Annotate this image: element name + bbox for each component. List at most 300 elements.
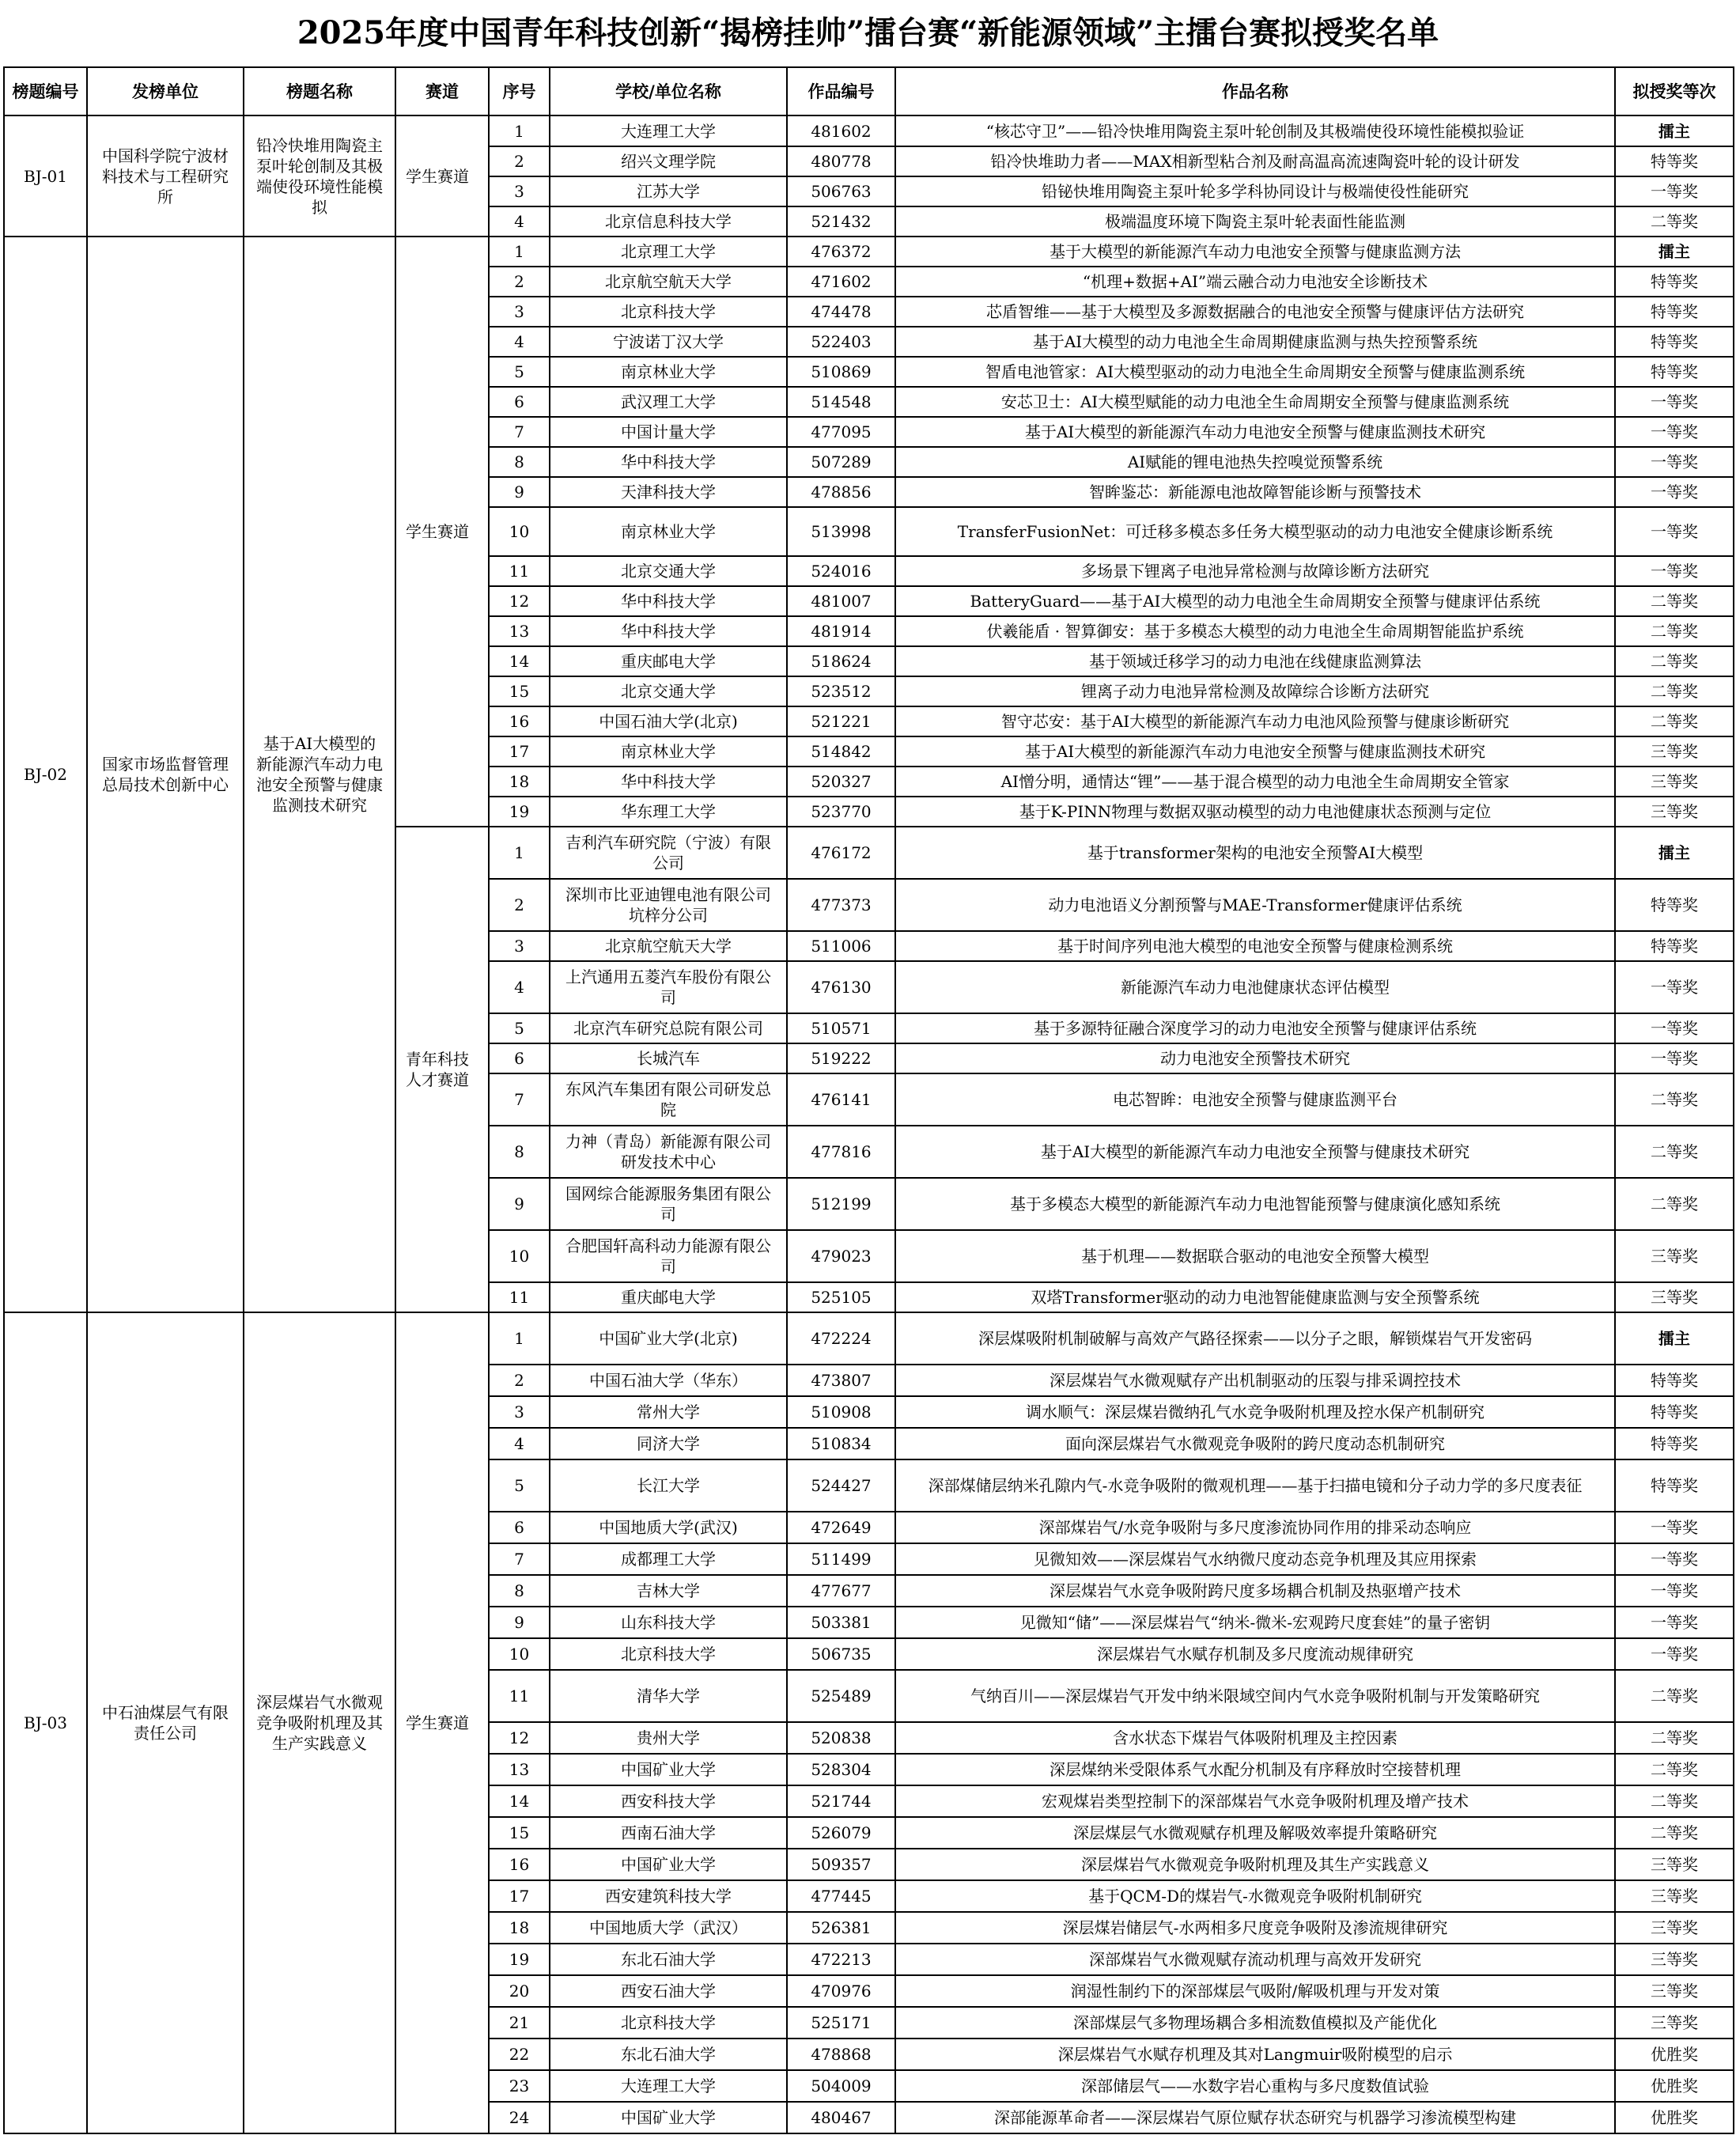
school-name: 西安石油大学 <box>550 1975 787 2007</box>
work-title: 深层煤岩气水赋存机理及其对Langmuir吸附模型的启示 <box>895 2039 1615 2070</box>
award-level: 二等奖 <box>1615 1817 1734 1849</box>
seq-number: 15 <box>489 1817 550 1849</box>
work-title: 深层煤吸附机制破解与高效产气路径探索——以分子之眼，解锁煤岩气开发密码 <box>895 1312 1615 1365</box>
award-level: 一等奖 <box>1615 387 1734 417</box>
award-level: 擂主 <box>1615 237 1734 267</box>
award-level: 三等奖 <box>1615 1849 1734 1880</box>
seq-number: 13 <box>489 1754 550 1785</box>
school-name: 华中科技大学 <box>550 447 787 477</box>
seq-number: 9 <box>489 1178 550 1230</box>
work-code: 507289 <box>787 447 895 477</box>
seq-number: 21 <box>489 2007 550 2039</box>
work-code: 525489 <box>787 1670 895 1722</box>
page-title: 2025年度中国青年科技创新“揭榜挂帅”擂台赛“新能源领域”主擂台赛拟授奖名单 <box>297 14 1439 51</box>
work-code: 471602 <box>787 267 895 297</box>
work-code: 504009 <box>787 2070 895 2102</box>
work-code: 525105 <box>787 1282 895 1312</box>
seq-number: 12 <box>489 586 550 616</box>
school-name: 合肥国轩高科动力能源有限公司 <box>550 1230 787 1282</box>
work-code: 506735 <box>787 1638 895 1670</box>
track-name: 青年科技人才赛道 <box>395 827 489 1312</box>
school-name: 吉利汽车研究院（宁波）有限公司 <box>550 827 787 879</box>
school-name: 西安科技大学 <box>550 1785 787 1817</box>
seq-number: 19 <box>489 797 550 827</box>
award-level: 二等奖 <box>1615 1670 1734 1722</box>
work-code: 480467 <box>787 2102 895 2133</box>
award-level: 三等奖 <box>1615 1944 1734 1975</box>
award-level: 三等奖 <box>1615 736 1734 767</box>
award-level: 一等奖 <box>1615 556 1734 586</box>
award-level: 三等奖 <box>1615 797 1734 827</box>
work-title: AI憎分明，通情达“锂”——基于混合模型的动力电池全生命周期安全管家 <box>895 767 1615 797</box>
seq-number: 5 <box>489 357 550 387</box>
work-code: 506763 <box>787 176 895 206</box>
work-code: 511499 <box>787 1543 895 1575</box>
work-code: 481602 <box>787 115 895 146</box>
seq-number: 7 <box>489 1073 550 1126</box>
work-title: 铅冷快堆助力者——MAX相新型粘合剂及耐高温高流速陶瓷叶轮的设计研发 <box>895 146 1615 176</box>
award-level: 特等奖 <box>1615 146 1734 176</box>
school-name: 华东理工大学 <box>550 797 787 827</box>
header-topic-id: 榜题编号 <box>4 67 87 115</box>
work-code: 509357 <box>787 1849 895 1880</box>
school-name: 西南石油大学 <box>550 1817 787 1849</box>
award-level: 优胜奖 <box>1615 2039 1734 2070</box>
award-level: 二等奖 <box>1615 206 1734 237</box>
work-code: 472213 <box>787 1944 895 1975</box>
seq-number: 16 <box>489 1849 550 1880</box>
publisher: 国家市场监督管理总局技术创新中心 <box>87 237 244 1312</box>
school-name: 大连理工大学 <box>550 2070 787 2102</box>
table-row <box>4 1312 1734 1365</box>
work-code: 470976 <box>787 1975 895 2007</box>
school-name: 北京交通大学 <box>550 676 787 706</box>
school-name: 北京科技大学 <box>550 297 787 327</box>
work-title: 深部储层气——水数字岩心重构与多尺度数值试验 <box>895 2070 1615 2102</box>
header-seq: 序号 <box>489 67 550 115</box>
work-title: 芯盾智维——基于大模型及多源数据融合的电池安全预警与健康评估方法研究 <box>895 297 1615 327</box>
seq-number: 3 <box>489 297 550 327</box>
table-row <box>4 115 1734 146</box>
seq-number: 3 <box>489 176 550 206</box>
work-title: 深层煤岩气水竞争吸附跨尺度多场耦合机制及热驱增产技术 <box>895 1575 1615 1607</box>
work-code: 511006 <box>787 931 895 961</box>
seq-number: 24 <box>489 2102 550 2133</box>
work-title: “机理+数据+AI”端云融合动力电池安全诊断技术 <box>895 267 1615 297</box>
award-level: 特等奖 <box>1615 297 1734 327</box>
award-level: 一等奖 <box>1615 1543 1734 1575</box>
school-name: 南京林业大学 <box>550 357 787 387</box>
award-level: 擂主 <box>1615 827 1734 879</box>
work-title: 深部煤岩气/水竞争吸附与多尺度渗流协同作用的排采动态响应 <box>895 1512 1615 1543</box>
header-topic-name: 榜题名称 <box>244 67 395 115</box>
award-level: 三等奖 <box>1615 1912 1734 1944</box>
school-name: 华中科技大学 <box>550 616 787 646</box>
school-name: 山东科技大学 <box>550 1607 787 1638</box>
school-name: 北京理工大学 <box>550 237 787 267</box>
work-title: 基于领域迁移学习的动力电池在线健康监测算法 <box>895 646 1615 676</box>
school-name: 宁波诺丁汉大学 <box>550 327 787 357</box>
header-code: 作品编号 <box>787 67 895 115</box>
work-title: BatteryGuard——基于AI大模型的动力电池全生命周期安全预警与健康评估系统 <box>895 586 1615 616</box>
work-title: 智眸鉴芯：新能源电池故障智能诊断与预警技术 <box>895 477 1615 507</box>
award-level: 二等奖 <box>1615 616 1734 646</box>
school-name: 天津科技大学 <box>550 477 787 507</box>
school-name: 华中科技大学 <box>550 586 787 616</box>
school-name: 深圳市比亚迪锂电池有限公司坑梓分公司 <box>550 879 787 931</box>
work-title: 面向深层煤岩气水微观竞争吸附的跨尺度动态机制研究 <box>895 1428 1615 1459</box>
school-name: 北京航空航天大学 <box>550 931 787 961</box>
work-title: TransferFusionNet：可迁移多模态多任务大模型驱动的动力电池安全健康诊断系统 <box>895 507 1615 556</box>
seq-number: 10 <box>489 1638 550 1670</box>
seq-number: 10 <box>489 1230 550 1282</box>
award-level: 二等奖 <box>1615 1754 1734 1785</box>
seq-number: 8 <box>489 1126 550 1178</box>
work-title: “核芯守卫”——铅冷快堆用陶瓷主泵叶轮创制及其极端使役环境性能模拟验证 <box>895 115 1615 146</box>
work-code: 518624 <box>787 646 895 676</box>
school-name: 华中科技大学 <box>550 767 787 797</box>
school-name: 中国矿业大学(北京) <box>550 1312 787 1365</box>
work-code: 478856 <box>787 477 895 507</box>
school-name: 北京信息科技大学 <box>550 206 787 237</box>
work-code: 513998 <box>787 507 895 556</box>
award-table <box>3 66 1734 2134</box>
work-title: 调水顺气：深层煤岩微纳孔气水竞争吸附机理及控水保产机制研究 <box>895 1396 1615 1428</box>
seq-number: 9 <box>489 477 550 507</box>
work-title: 润湿性制约下的深部煤层气吸附/解吸机理与开发对策 <box>895 1975 1615 2007</box>
work-code: 477445 <box>787 1880 895 1912</box>
work-code: 526079 <box>787 1817 895 1849</box>
header-school: 学校/单位名称 <box>550 67 787 115</box>
work-code: 523770 <box>787 797 895 827</box>
seq-number: 22 <box>489 2039 550 2070</box>
work-title: 深部煤储层纳米孔隙内气-水竞争吸附的微观机理——基于扫描电镜和分子动力学的多尺度表征 <box>895 1459 1615 1512</box>
work-title: 深层煤岩气水微观竞争吸附机理及其生产实践意义 <box>895 1849 1615 1880</box>
work-title: 锂离子动力电池异常检测及故障综合诊断方法研究 <box>895 676 1615 706</box>
award-level: 特等奖 <box>1615 879 1734 931</box>
school-name: 长江大学 <box>550 1459 787 1512</box>
work-title: 铅铋快堆用陶瓷主泵叶轮多学科协同设计与极端使役性能研究 <box>895 176 1615 206</box>
seq-number: 1 <box>489 1312 550 1365</box>
award-level: 一等奖 <box>1615 417 1734 447</box>
school-name: 东北石油大学 <box>550 2039 787 2070</box>
work-title: 深层煤岩气水赋存机制及多尺度流动规律研究 <box>895 1638 1615 1670</box>
award-level: 一等奖 <box>1615 961 1734 1013</box>
work-code: 524016 <box>787 556 895 586</box>
seq-number: 1 <box>489 237 550 267</box>
award-level: 一等奖 <box>1615 1638 1734 1670</box>
school-name: 中国石油大学（华东） <box>550 1365 787 1396</box>
seq-number: 2 <box>489 267 550 297</box>
seq-number: 6 <box>489 387 550 417</box>
work-code: 476172 <box>787 827 895 879</box>
seq-number: 8 <box>489 447 550 477</box>
school-name: 中国石油大学(北京) <box>550 706 787 736</box>
work-code: 476372 <box>787 237 895 267</box>
school-name: 西安建筑科技大学 <box>550 1880 787 1912</box>
seq-number: 16 <box>489 706 550 736</box>
school-name: 北京科技大学 <box>550 2007 787 2039</box>
award-level: 三等奖 <box>1615 1230 1734 1282</box>
work-title: 宏观煤岩类型控制下的深部煤岩气水竞争吸附机理及增产技术 <box>895 1785 1615 1817</box>
table-row <box>4 237 1734 267</box>
work-title: 深部煤岩气水微观赋存流动机理与高效开发研究 <box>895 1944 1615 1975</box>
school-name: 吉林大学 <box>550 1575 787 1607</box>
school-name: 绍兴文理学院 <box>550 146 787 176</box>
work-code: 476130 <box>787 961 895 1013</box>
publisher: 中石油煤层气有限责任公司 <box>87 1312 244 2133</box>
work-title: 基于多模态大模型的新能源汽车动力电池智能预警与健康演化感知系统 <box>895 1178 1615 1230</box>
work-code: 525171 <box>787 2007 895 2039</box>
school-name: 北京汽车研究总院有限公司 <box>550 1013 787 1043</box>
award-level: 二等奖 <box>1615 1722 1734 1754</box>
work-code: 510908 <box>787 1396 895 1428</box>
work-title: 基于QCM-D的煤岩气-水微观竞争吸附机制研究 <box>895 1880 1615 1912</box>
work-title: 极端温度环境下陶瓷主泵叶轮表面性能监测 <box>895 206 1615 237</box>
work-code: 520327 <box>787 767 895 797</box>
award-level: 二等奖 <box>1615 586 1734 616</box>
award-level: 一等奖 <box>1615 1607 1734 1638</box>
seq-number: 2 <box>489 146 550 176</box>
award-level: 二等奖 <box>1615 1073 1734 1126</box>
work-code: 479023 <box>787 1230 895 1282</box>
work-code: 481007 <box>787 586 895 616</box>
seq-number: 7 <box>489 1543 550 1575</box>
seq-number: 4 <box>489 1428 550 1459</box>
school-name: 北京交通大学 <box>550 556 787 586</box>
award-level: 二等奖 <box>1615 1785 1734 1817</box>
seq-number: 19 <box>489 1944 550 1975</box>
award-level: 二等奖 <box>1615 1178 1734 1230</box>
work-code: 521744 <box>787 1785 895 1817</box>
seq-number: 2 <box>489 879 550 931</box>
work-title: 智盾电池管家：AI大模型驱动的动力电池全生命周期安全预警与健康监测系统 <box>895 357 1615 387</box>
seq-number: 1 <box>489 827 550 879</box>
header-publisher: 发榜单位 <box>87 67 244 115</box>
work-code: 477677 <box>787 1575 895 1607</box>
school-name: 武汉理工大学 <box>550 387 787 417</box>
seq-number: 5 <box>489 1013 550 1043</box>
award-level: 特等奖 <box>1615 1396 1734 1428</box>
award-level: 三等奖 <box>1615 1282 1734 1312</box>
school-name: 贵州大学 <box>550 1722 787 1754</box>
seq-number: 3 <box>489 1396 550 1428</box>
work-title: 基于transformer架构的电池安全预警AI大模型 <box>895 827 1615 879</box>
school-name: 大连理工大学 <box>550 115 787 146</box>
seq-number: 18 <box>489 767 550 797</box>
work-title: 基于AI大模型的新能源汽车动力电池安全预警与健康监测技术研究 <box>895 736 1615 767</box>
work-code: 521221 <box>787 706 895 736</box>
award-level: 三等奖 <box>1615 767 1734 797</box>
topic-name: 基于AI大模型的新能源汽车动力电池安全预警与健康监测技术研究 <box>244 237 395 1312</box>
award-level: 一等奖 <box>1615 1043 1734 1073</box>
work-code: 526381 <box>787 1912 895 1944</box>
work-code: 477095 <box>787 417 895 447</box>
award-level: 一等奖 <box>1615 176 1734 206</box>
award-level: 擂主 <box>1615 115 1734 146</box>
work-code: 522403 <box>787 327 895 357</box>
header-work: 作品名称 <box>895 67 1615 115</box>
work-code: 521432 <box>787 206 895 237</box>
school-name: 上汽通用五菱汽车股份有限公司 <box>550 961 787 1013</box>
seq-number: 6 <box>489 1043 550 1073</box>
work-title: 基于多源特征融合深度学习的动力电池安全预警与健康评估系统 <box>895 1013 1615 1043</box>
school-name: 北京科技大学 <box>550 1638 787 1670</box>
award-level: 二等奖 <box>1615 1126 1734 1178</box>
work-title: 含水状态下煤岩气体吸附机理及主控因素 <box>895 1722 1615 1754</box>
work-title: 动力电池语义分割预警与MAE-Transformer健康评估系统 <box>895 879 1615 931</box>
work-title: 气纳百川——深层煤岩气开发中纳米限域空间内气水竞争吸附机制与开发策略研究 <box>895 1670 1615 1722</box>
work-code: 512199 <box>787 1178 895 1230</box>
seq-number: 12 <box>489 1722 550 1754</box>
seq-number: 11 <box>489 556 550 586</box>
school-name: 重庆邮电大学 <box>550 646 787 676</box>
award-level: 二等奖 <box>1615 676 1734 706</box>
seq-number: 4 <box>489 961 550 1013</box>
work-title: 伏羲能盾 · 智算御安：基于多模态大模型的动力电池全生命周期智能监护系统 <box>895 616 1615 646</box>
award-level: 三等奖 <box>1615 1880 1734 1912</box>
work-code: 476141 <box>787 1073 895 1126</box>
topic-name: 深层煤岩气水微观竞争吸附机理及其生产实践意义 <box>244 1312 395 2133</box>
seq-number: 20 <box>489 1975 550 2007</box>
seq-number: 14 <box>489 646 550 676</box>
school-name: 中国计量大学 <box>550 417 787 447</box>
award-level: 特等奖 <box>1615 357 1734 387</box>
award-level: 特等奖 <box>1615 267 1734 297</box>
work-title: 安芯卫士：AI大模型赋能的动力电池全生命周期安全预警与健康监测系统 <box>895 387 1615 417</box>
work-code: 473807 <box>787 1365 895 1396</box>
award-level: 一等奖 <box>1615 1013 1734 1043</box>
topic-id: BJ-01 <box>4 115 87 237</box>
award-level: 特等奖 <box>1615 1459 1734 1512</box>
work-title: 见微知效——深层煤岩气水纳微尺度动态竞争机理及其应用探索 <box>895 1543 1615 1575</box>
work-title: 深层煤层气水微观赋存机理及解吸效率提升策略研究 <box>895 1817 1615 1849</box>
work-code: 478868 <box>787 2039 895 2070</box>
work-title: 深层煤岩储层气-水两相多尺度竞争吸附及渗流规律研究 <box>895 1912 1615 1944</box>
seq-number: 13 <box>489 616 550 646</box>
seq-number: 4 <box>489 327 550 357</box>
work-title: 基于AI大模型的动力电池全生命周期健康监测与热失控预警系统 <box>895 327 1615 357</box>
work-code: 519222 <box>787 1043 895 1073</box>
school-name: 中国矿业大学 <box>550 1849 787 1880</box>
work-code: 480778 <box>787 146 895 176</box>
work-title: 电芯智眸：电池安全预警与健康监测平台 <box>895 1073 1615 1126</box>
award-level: 一等奖 <box>1615 507 1734 556</box>
school-name: 重庆邮电大学 <box>550 1282 787 1312</box>
seq-number: 8 <box>489 1575 550 1607</box>
school-name: 东北石油大学 <box>550 1944 787 1975</box>
topic-id: BJ-02 <box>4 237 87 1312</box>
work-code: 472649 <box>787 1512 895 1543</box>
school-name: 南京林业大学 <box>550 507 787 556</box>
seq-number: 2 <box>489 1365 550 1396</box>
track-name: 学生赛道 <box>395 237 489 827</box>
work-code: 510571 <box>787 1013 895 1043</box>
award-level: 特等奖 <box>1615 327 1734 357</box>
work-title: 动力电池安全预警技术研究 <box>895 1043 1615 1073</box>
work-code: 477373 <box>787 879 895 931</box>
work-code: 524427 <box>787 1459 895 1512</box>
award-level: 一等奖 <box>1615 447 1734 477</box>
work-code: 528304 <box>787 1754 895 1785</box>
work-title: 基于大模型的新能源汽车动力电池安全预警与健康监测方法 <box>895 237 1615 267</box>
school-name: 南京林业大学 <box>550 736 787 767</box>
award-level: 三等奖 <box>1615 1975 1734 2007</box>
work-title: 双塔Transformer驱动的动力电池智能健康监测与安全预警系统 <box>895 1282 1615 1312</box>
work-title: 多场景下锂离子电池异常检测与故障诊断方法研究 <box>895 556 1615 586</box>
school-name: 中国地质大学（武汉） <box>550 1912 787 1944</box>
award-level: 特等奖 <box>1615 931 1734 961</box>
award-level: 三等奖 <box>1615 2007 1734 2039</box>
seq-number: 5 <box>489 1459 550 1512</box>
school-name: 力神（青岛）新能源有限公司研发技术中心 <box>550 1126 787 1178</box>
award-level: 特等奖 <box>1615 1365 1734 1396</box>
seq-number: 3 <box>489 931 550 961</box>
school-name: 江苏大学 <box>550 176 787 206</box>
work-title: 智守芯安：基于AI大模型的新能源汽车动力电池风险预警与健康诊断研究 <box>895 706 1615 736</box>
work-title: 基于机理——数据联合驱动的电池安全预警大模型 <box>895 1230 1615 1282</box>
seq-number: 11 <box>489 1670 550 1722</box>
award-level: 优胜奖 <box>1615 2102 1734 2133</box>
work-title: 见微知“储”——深层煤岩气“纳米-微米-宏观跨尺度套娃”的量子密钥 <box>895 1607 1615 1638</box>
header-row <box>4 67 1734 115</box>
work-code: 481914 <box>787 616 895 646</box>
school-name: 国网综合能源服务集团有限公司 <box>550 1178 787 1230</box>
work-title: 深部煤层气多物理场耦合多相流数值模拟及产能优化 <box>895 2007 1615 2039</box>
seq-number: 6 <box>489 1512 550 1543</box>
award-level: 优胜奖 <box>1615 2070 1734 2102</box>
school-name: 东风汽车集团有限公司研发总院 <box>550 1073 787 1126</box>
work-code: 474478 <box>787 297 895 327</box>
header-award: 拟授奖等次 <box>1615 67 1734 115</box>
school-name: 中国地质大学(武汉) <box>550 1512 787 1543</box>
work-code: 510834 <box>787 1428 895 1459</box>
work-title: 深层煤纳米受限体系气水配分机制及有序释放时空接替机理 <box>895 1754 1615 1785</box>
award-level: 一等奖 <box>1615 477 1734 507</box>
award-level: 擂主 <box>1615 1312 1734 1365</box>
seq-number: 18 <box>489 1912 550 1944</box>
work-code: 514842 <box>787 736 895 767</box>
work-code: 503381 <box>787 1607 895 1638</box>
seq-number: 4 <box>489 206 550 237</box>
award-level: 二等奖 <box>1615 706 1734 736</box>
work-code: 523512 <box>787 676 895 706</box>
track-name: 学生赛道 <box>395 115 489 237</box>
school-name: 中国矿业大学 <box>550 2102 787 2133</box>
work-title: 基于K-PINN物理与数据双驱动模型的动力电池健康状态预测与定位 <box>895 797 1615 827</box>
work-title: AI赋能的锂电池热失控嗅觉预警系统 <box>895 447 1615 477</box>
school-name: 北京航空航天大学 <box>550 267 787 297</box>
publisher: 中国科学院宁波材料技术与工程研究所 <box>87 115 244 237</box>
school-name: 同济大学 <box>550 1428 787 1459</box>
seq-number: 11 <box>489 1282 550 1312</box>
work-code: 472224 <box>787 1312 895 1365</box>
seq-number: 10 <box>489 507 550 556</box>
work-title: 新能源汽车动力电池健康状态评估模型 <box>895 961 1615 1013</box>
school-name: 成都理工大学 <box>550 1543 787 1575</box>
award-level: 一等奖 <box>1615 1575 1734 1607</box>
school-name: 清华大学 <box>550 1670 787 1722</box>
seq-number: 23 <box>489 2070 550 2102</box>
topic-name: 铅冷快堆用陶瓷主泵叶轮创制及其极端使役环境性能模拟 <box>244 115 395 237</box>
school-name: 中国矿业大学 <box>550 1754 787 1785</box>
work-title: 基于AI大模型的新能源汽车动力电池安全预警与健康监测技术研究 <box>895 417 1615 447</box>
seq-number: 7 <box>489 417 550 447</box>
award-level: 特等奖 <box>1615 1428 1734 1459</box>
work-title: 深层煤岩气水微观赋存产出机制驱动的压裂与排采调控技术 <box>895 1365 1615 1396</box>
work-code: 520838 <box>787 1722 895 1754</box>
work-code: 477816 <box>787 1126 895 1178</box>
